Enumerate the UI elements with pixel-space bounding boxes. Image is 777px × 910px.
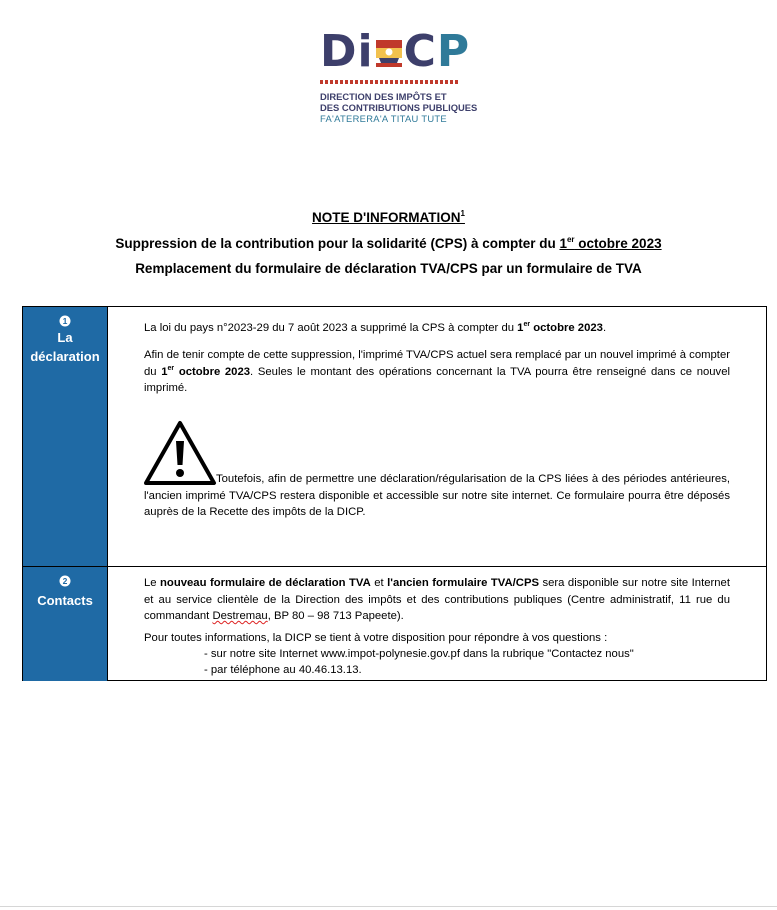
subtitle-remplacement: Remplacement du formulaire de déclaration TVA/CPS par un formulaire de TVA: [135, 261, 642, 276]
row-label-declaration: 1 La déclaration: [23, 307, 108, 566]
declaration-paragraph-3: Toutefois, afin de permettre une déclaration/régularisation de la CPS liées à des périodes antérieures, l'ancien imprimé TVA/CPS restera disponible et accessible sur notre site internet. Ce formulaire pourra être déposés auprès de la Recette des impôts de la DICP.: [144, 473, 730, 518]
declaration-paragraph-1: La loi du pays n°2023-29 du 7 août 2023 a supprimé la CPS à compter du 1er octobre 2023.: [144, 321, 607, 334]
info-table: [22, 306, 767, 681]
logo-line-2: DES CONTRIBUTIONS PUBLIQUES: [320, 102, 478, 113]
row-label-contacts: 2 Contacts: [23, 567, 108, 681]
svg-text:2: 2: [62, 576, 68, 586]
contacts-phone-line: - par téléphone au 40.46.13.13.: [204, 664, 362, 676]
row-divider: [23, 566, 766, 567]
contacts-paragraph-1: Le nouveau formulaire de déclaration TVA et l'ancien formulaire TVA/CPS sera disponible sur notre site Internet et au service clientèle de la Direction des impôts et des contributions publiques (Centre administratif, 11 rue du commandant Destremau, BP 80 – 98 713 Papeete).: [144, 577, 730, 622]
declaration-paragraph-2: Afin de tenir compte de cette suppression, l'imprimé TVA/CPS actuel sera remplacé par un nouvel imprimé à compter du 1er octobre 2023. Seules le montant des opérations concernant la TVA pourra être renseigné dans ce nouvel imprimé.: [144, 349, 730, 394]
logo-emblem-icon: [375, 38, 403, 68]
subtitle-suppression: Suppression de la contribution pour la solidarité (CPS) à compter du 1er octobre 2023: [115, 235, 662, 251]
contacts-website-line: - sur notre site Internet www.impot-polynesie.gov.pf dans la rubrique "Contactez nous": [204, 648, 634, 660]
logo-wordmark: Di CP: [320, 26, 471, 77]
contacts-paragraph-2: Pour toutes informations, la DICP se tient à votre disposition pour répondre à vos questions :: [144, 632, 608, 644]
logo-stripe: [320, 80, 458, 84]
note-title: NOTE D'INFORMATION$^1$: [312, 209, 465, 225]
footnote-ref: 1: [460, 209, 465, 218]
svg-text:1: 1: [62, 316, 68, 326]
dicp-logo: [318, 26, 478, 128]
number-one-icon: [59, 315, 71, 327]
logo-line-1: DIRECTION DES IMPÔTS ET: [320, 91, 447, 102]
number-two-icon: [59, 575, 71, 587]
page-bottom-rule: [0, 906, 777, 907]
logo-line-3: FA'ATERERA'A TITAU TUTE: [320, 113, 447, 124]
effective-date: 1er octobre 2023: [559, 235, 662, 251]
